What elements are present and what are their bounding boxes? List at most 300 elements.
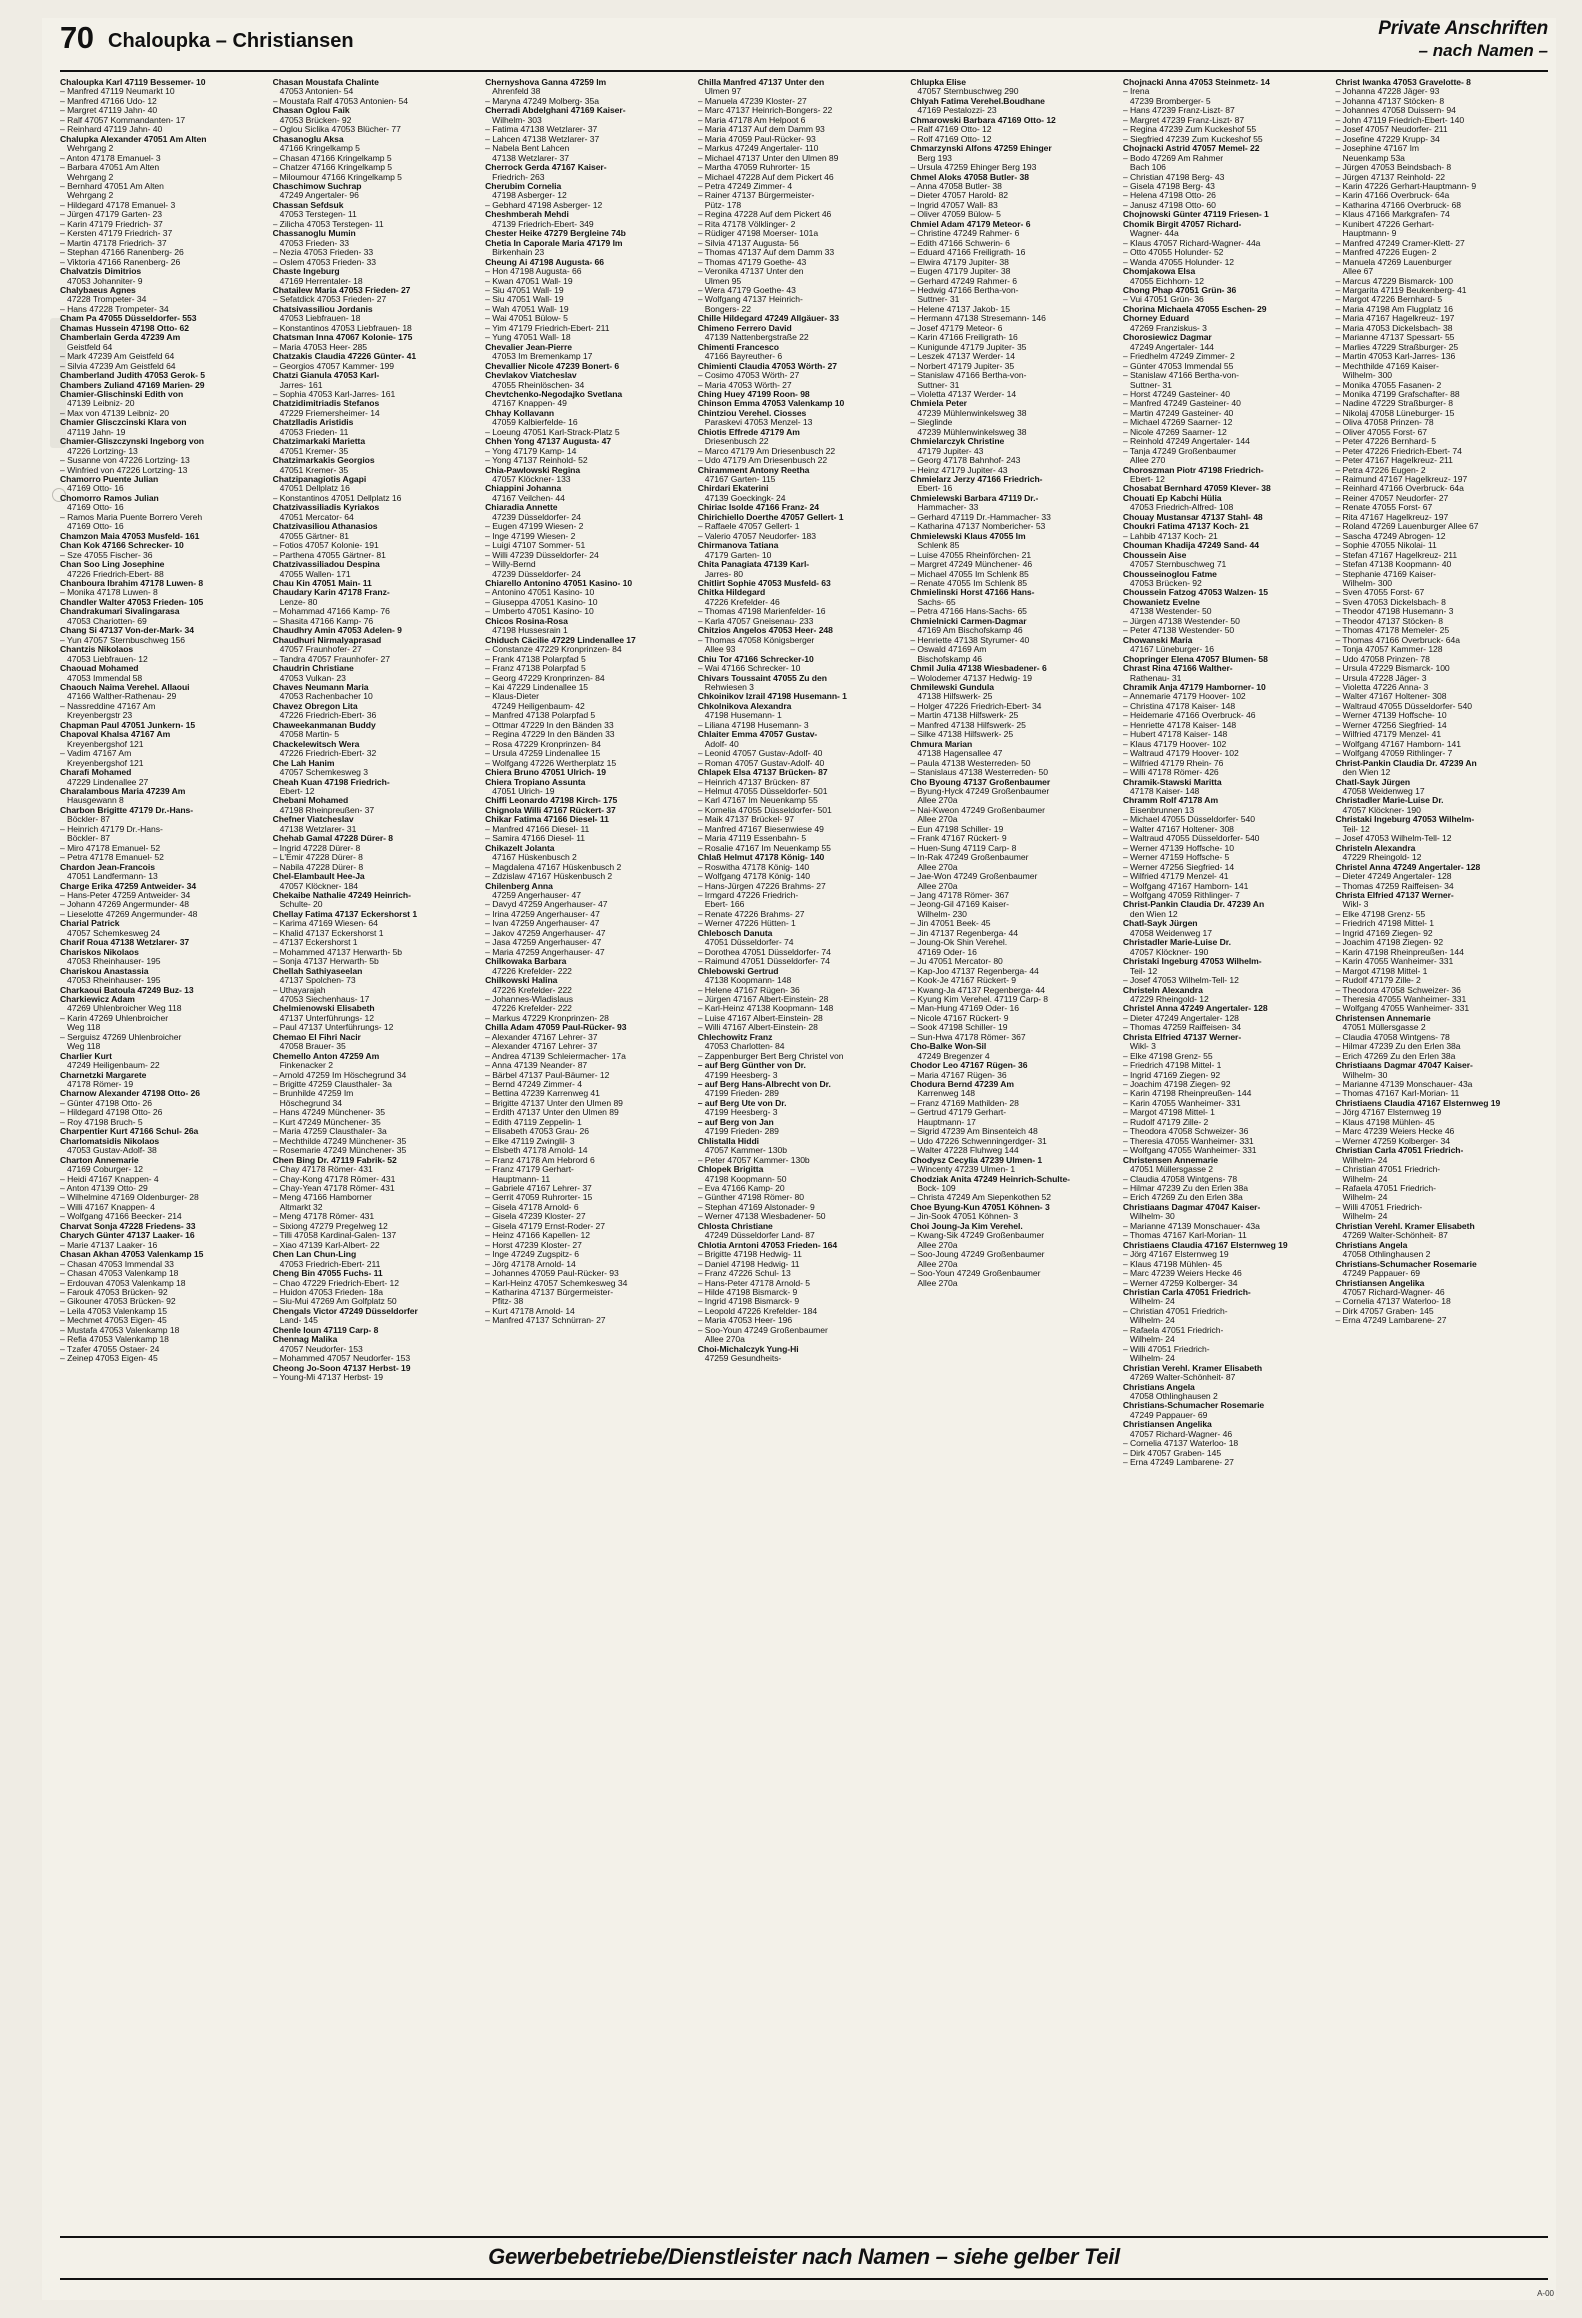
directory-entry-line: Altmarkt 32 (272, 1201, 323, 1212)
directory-column (1123, 78, 1336, 2228)
directory-entry-line: – Tanja 47249 Großenbaumer (1122, 445, 1237, 456)
directory-entry-line: 47249 Angertaler- 96 (272, 190, 359, 201)
directory-entry-line: 47228 Trompeter- 34 (60, 294, 147, 305)
directory-entry-name: Chodziak Anita 47249 Heinrich-Schulte- (910, 1173, 1070, 1184)
directory-entry-line: Hauptmann- 17 (910, 1116, 976, 1127)
directory-entry-line: – Heidi 47167 Knappen- 4 (60, 1173, 159, 1184)
directory-entry-line: – Gisela 47178 Arnold- 6 (485, 1201, 579, 1212)
directory-entry-line: Kreyenbergshof 121 (60, 757, 144, 768)
directory-entry-line: – Kurt 47178 Arnold- 14 (485, 1305, 575, 1316)
directory-entry-line: – Helene 47137 Jakob- 15 (910, 303, 1010, 314)
directory-entry-line: – Manfred 47119 Neumarkt 10 (60, 86, 175, 97)
directory-entry-line: 47169 Otto- 16 (60, 521, 124, 532)
directory-entry-line: – Jang 47178 Römer- 367 (910, 889, 1010, 900)
directory-entry-line: – Hilmar 47239 Zu den Erlen 38a (1335, 1041, 1461, 1052)
directory-entry-line: 47055 Gärtner- 81 (272, 530, 349, 541)
directory-entry-line: – Maria 47167 Rügen- 36 (910, 1069, 1007, 1080)
directory-entry-name: Christiaans Dagmar 47047 Kaiser- (1335, 1060, 1473, 1071)
directory-entry-line: – Margret 47249 Münchener- 46 (910, 559, 1033, 570)
directory-entry-line: – Nai-Kweon 47249 Großenbaumer (910, 804, 1045, 815)
directory-entry-line: – Manfred 47166 Diesel- 11 (485, 823, 590, 834)
directory-entry-line: – Katharina 47166 Overbruck- 68 (1335, 199, 1461, 210)
directory-entry-line: Böckler- 87 (60, 814, 110, 825)
directory-entry-line: – Markus 47249 Angertaler- 110 (697, 143, 819, 154)
directory-entry-line: – Hildegard 47198 Otto- 26 (60, 1107, 163, 1118)
directory-entry-line: Hauptmann- 11 (485, 1173, 551, 1184)
directory-entry-line: 47138 Hilfswerk- 25 (910, 691, 993, 702)
directory-entry-line: – Elke 47198 Grenz- 55 (1122, 1050, 1213, 1061)
directory-column (60, 78, 273, 2228)
directory-entry-line: 47199 Heesberg- 3 (697, 1107, 778, 1118)
directory-entry-line: 47239 Düsseldorfer- 24 (485, 511, 581, 522)
directory-entry-line: – Ingrid 47169 Ziegen- 92 (1335, 927, 1433, 938)
directory-entry-name: Chmielarczyk Christine (910, 436, 1005, 447)
directory-entry-line: 47239 Mühlenwinkelsweg 38 (910, 426, 1027, 437)
directory-entry-line: Bischofskamp 46 (910, 653, 983, 664)
directory-entry-name: Choi Joung-Ja Kim Verehel. (910, 1220, 1023, 1231)
directory-entry-line: Land- 145 (272, 1315, 318, 1326)
directory-entry-line: Weg 118 (60, 1022, 101, 1033)
directory-entry-line: 47053 Antonien- 54 (272, 86, 354, 97)
directory-entry-line: – Markus 47229 Kronprinzen- 28 (485, 1012, 609, 1023)
directory-entry-name: Cham Pa 47055 Düsseldorfer- 553 (60, 313, 197, 324)
directory-entry-line: – Roman 47057 Gustav-Adolf- 40 (697, 757, 825, 768)
directory-entry-line: – Michael 47137 Unter den Ulmen 89 (697, 152, 839, 163)
directory-entry-line: – Siegfried 47239 Zum Kuckeshof 55 (1122, 133, 1263, 144)
directory-entry-line: Geistfeld 64 (60, 341, 113, 352)
directory-entry-line: – Klaus 47198 Mühlen- 45 (1335, 1116, 1435, 1127)
directory-entry-line: – Maria 47167 Hagelkreuz- 197 (1335, 313, 1455, 324)
directory-entry-line: – Sonja 47137 Herwarth- 5b (272, 956, 379, 967)
directory-entry-line: – Gerhard 47119 Dr.-Hammacher- 33 (910, 511, 1051, 522)
directory-entry-line: – Mustafa 47053 Valenkamp 18 (60, 1324, 180, 1335)
directory-entry-name: Chivars Toussaint 47055 Zu den (697, 672, 827, 683)
directory-entry-line: – Stanislaus 47138 Westerreden- 50 (910, 767, 1048, 778)
directory-entry-line: – Marco 47179 Am Driesenbusch 22 (697, 445, 836, 456)
directory-entry-line: – Jörg 47167 Elsternweg 19 (1122, 1249, 1229, 1260)
directory-entry-line: – Nassreddine 47167 Am (60, 700, 156, 711)
directory-entry-line: – Kai 47229 Lindenallee 15 (485, 682, 589, 692)
directory-entry-name: Chodura Bernd 47239 Am (910, 1079, 1014, 1090)
directory-entry-line: – Marlies 47229 Straßburger- 25 (1335, 341, 1459, 352)
directory-entry-line: – Edith 47166 Schwerin- 6 (910, 237, 1010, 248)
directory-entry-line: – Peter 47057 Kammer- 130b (697, 1154, 810, 1165)
directory-entry-line: Ulmen 97 (697, 86, 742, 97)
directory-entry-line: – Karl-Heinz 47057 Schemkesweg 34 (485, 1277, 628, 1288)
directory-entry-line: – Shasita 47166 Kamp- 76 (272, 615, 374, 626)
directory-entry-name: Chaste Ingeburg (272, 266, 340, 277)
directory-entry-line: – Mechthilde 47169 Kaiser- (1335, 360, 1439, 371)
directory-entry-line: 47249 Pappauer- 69 (1122, 1409, 1208, 1420)
directory-entry-name: Charvat Sonja 47228 Friedens- 33 (60, 1220, 196, 1231)
directory-entry-line: 47167 Knappen- 49 (485, 398, 567, 409)
directory-entry-line: – Werner 47138 Wiesbadener- 50 (697, 1211, 826, 1222)
directory-entry-line: 47051 Landfermann- 13 (60, 871, 158, 882)
directory-entry-line: – Manfred 47226 Eugen- 2 (1335, 247, 1437, 258)
directory-entry-line: – Eugen 47199 Wiesen- 2 (485, 521, 584, 532)
directory-entry-line: – Klaus 47179 Hoover- 102 (1122, 738, 1227, 749)
directory-entry-line: Wikl- 3 (1335, 899, 1369, 910)
directory-entry-line: 47053 Gustav-Adolf- 38 (60, 1145, 157, 1156)
directory-entry-line: 47057 Klöckner- 133 (485, 474, 571, 485)
directory-entry-name: Chamier-Glischinski Edith von (60, 388, 184, 399)
directory-entry-line: – Fotios 47057 Kolonie- 191 (272, 540, 379, 551)
directory-entry-line: 47178 Kaiser- 148 (1122, 785, 1200, 796)
directory-entry-line: – Jin 47051 Beek- 45 (910, 918, 991, 929)
directory-entry-line: – Roswitha 47178 König- 140 (697, 861, 810, 872)
directory-entry-line: – Dieter 47249 Angertaler- 128 (1122, 1012, 1239, 1023)
directory-entry-name: Chapoval Khalsa 47167 Am (60, 729, 171, 740)
directory-entry-line: 47051 Ulrich- 19 (485, 785, 555, 796)
directory-entry-line: Hauptmann- 9 (1335, 228, 1397, 239)
directory-entry-name: Christel Anna 47249 Angertaler- 128 (1122, 1003, 1268, 1014)
directory-entry-name: Chamberlain Gerda 47239 Am (60, 332, 181, 343)
directory-entry-line: 47229 Friemersheimer- 14 (272, 407, 380, 418)
directory-entry-line: – Michael 47269 Saarner- 12 (1122, 417, 1233, 428)
directory-column (698, 78, 911, 2228)
directory-entry-line: 47229 Rheingold- 12 (1122, 993, 1209, 1004)
directory-entry-line: 47169 Am Bischofskamp 46 (910, 625, 1023, 636)
directory-entry-line: – Sefatdick 47053 Frieden- 27 (272, 294, 387, 305)
directory-entry-name: Chamberland Judith 47053 Gerok- 5 (60, 370, 205, 381)
directory-entry-name: Chapman Paul 47051 Junkern- 15 (60, 719, 196, 730)
directory-entry-name: Christaki Ingeburg 47053 Wilhelm- (1122, 956, 1262, 967)
directory-entry-name: Christadler Marie-Luise Dr. (1122, 937, 1231, 948)
directory-entry-name: Chassan Sefdsuk (272, 199, 344, 210)
directory-entry-line: – Jürgen 47137 Reinhold- 22 (1335, 171, 1445, 182)
directory-entry-line: 47169 Pestalozzi- 23 (910, 105, 997, 116)
directory-entry-line: – Stanislaw 47166 Bertha-von- (910, 370, 1027, 381)
directory-entry-line: – Josef 47179 Meteor- 6 (910, 322, 1003, 333)
directory-entry-line: – Yong 47137 Reinhold- 52 (485, 455, 588, 466)
directory-entry-name: Chorina Michaela 47055 Eschen- 29 (1122, 303, 1267, 314)
directory-entry-line: 47259 Gesundheits- (697, 1353, 782, 1364)
directory-entry-name: Chomjakowa Elsa (1122, 266, 1196, 277)
directory-entry-name: Chmielnicki Carmen-Dagmar (910, 615, 1027, 626)
directory-entry-line: – Otto 47055 Holunder- 52 (1122, 247, 1224, 258)
directory-entry-name: Chatl-Sayk Jürgen (1335, 776, 1411, 787)
directory-entry-line: 47058 Weidenweg 17 (1335, 785, 1425, 796)
directory-entry-line: 47226 Krefelder- 46 (697, 596, 780, 607)
directory-entry-line: – Luise 47167 Albert-Einstein- 28 (697, 1012, 823, 1023)
directory-entry-line: 47057 Klöckner- 190 (1335, 804, 1421, 815)
directory-entry-line: – Jin 47137 Regenberga- 44 (910, 927, 1018, 938)
directory-entry-line: – Heinrich 47179 Dr.-Hans- (60, 823, 163, 834)
directory-entry-name: Chramik Anja 47179 Hamborner- 10 (1122, 682, 1266, 692)
directory-entry-line: – Margarita 47119 Beukenberg- 41 (1335, 284, 1467, 295)
directory-entry-line: – Jürgen 47167 Albert-Einstein- 28 (697, 993, 829, 1004)
directory-entry-line: Wilhelm- 300 (1335, 370, 1393, 381)
directory-entry-name: Chassanoglu Mumin (272, 228, 356, 239)
directory-entry-line: 47138 Koopmann- 148 (697, 975, 792, 986)
directory-entry-line: – Theresia 47055 Wanheimer- 331 (1335, 993, 1467, 1004)
directory-entry-line: Teil- 12 (1335, 823, 1370, 834)
directory-entry-line: – Jakov 47259 Angerhauser- 47 (485, 927, 606, 938)
directory-entry-line: 47058 Weidenweg 17 (1122, 927, 1212, 938)
directory-entry-name: Chouati Ep Kabchi Hülia (1122, 492, 1222, 503)
directory-entry-line: 47057 Sternbuschweg 290 (910, 86, 1019, 97)
directory-entry-line: – Wolfgang 47059 Rithlinger- 7 (1122, 889, 1240, 900)
directory-entry-line: – Wolfgang 47055 Wanheimer- 331 (1122, 1145, 1257, 1156)
directory-entry-line: – Cornelia 47137 Waterloo- 18 (1122, 1438, 1239, 1449)
directory-entry-line: – Willi 47178 Römer- 426 (1122, 767, 1219, 778)
directory-entry-line: Wilhelm- 300 (1335, 578, 1393, 589)
directory-entry-name: Christ Iwanka 47053 Gravelotte- 8 (1335, 78, 1471, 87)
directory-entry-line: – Erna 47249 Lambarene- 27 (1122, 1457, 1234, 1468)
directory-entry-name: Chmielarz Jerzy 47166 Friedrich- (910, 474, 1043, 485)
directory-entry-name: Chicos Rosina-Rosa (485, 615, 568, 626)
directory-entry-name: Chikazelt Jolanta (485, 842, 555, 853)
directory-columns (60, 78, 1548, 2228)
directory-entry-line: – Eduard 47166 Freiligrath- 16 (910, 247, 1026, 258)
directory-entry-line: – Leila 47053 Valenkamp 15 (60, 1305, 167, 1316)
directory-entry-line: Ebert- 12 (272, 785, 315, 796)
directory-entry-line: – Klaus-Dieter (485, 691, 539, 702)
directory-entry-line: – Moustafa Ralf 47053 Antonien- 54 (272, 95, 408, 106)
directory-entry-line: – Sophie 47055 Nikolai- 11 (1335, 540, 1437, 551)
directory-entry-line: – Manfred 47249 Gasteiner- 40 (1122, 398, 1241, 409)
directory-entry-line: 47138 Westender- 50 (1122, 606, 1212, 617)
directory-entry-line: – Erich 47269 Zu den Erlen 38a (1122, 1192, 1243, 1203)
directory-entry-line: 47053 Vulkan- 23 (272, 672, 346, 683)
directory-entry-line: – Thomas 47167 Karl-Morian- 11 (1335, 1088, 1460, 1099)
directory-entry-line: – Gisela 47179 Ernst-Roder- 27 (485, 1220, 605, 1231)
directory-entry-line: – Joachim 47198 Ziegen- 92 (1335, 937, 1444, 948)
directory-entry-name: Christiaens Claudia 47167 Elsternweg 19 (1335, 1097, 1501, 1108)
directory-entry-line: Allee 67 (1335, 266, 1374, 277)
directory-entry-line: – Klaus 47057 Richard-Wagner- 44a (1122, 237, 1261, 248)
directory-entry-name: Chiotis Effrede 47179 Am (697, 426, 800, 437)
directory-entry-name: Chaweekanmanan Buddy (272, 719, 376, 730)
directory-entry-line: – Raimund 47051 Düsseldorfer- 74 (697, 956, 830, 967)
directory-entry-line: Wilhelm- 24 (1122, 1353, 1175, 1364)
directory-entry-line: – Thomas 47058 Königsberger (697, 634, 815, 645)
directory-entry-line: – Gebhard 47198 Asberger- 12 (485, 199, 603, 210)
directory-entry-line: – Wolfgang 47226 Wertherplatz 15 (485, 757, 617, 768)
directory-entry-line: – Franz 47178 Am Hebrord 6 (485, 1154, 595, 1165)
directory-entry-line: Hammacher- 33 (910, 502, 979, 513)
directory-entry-line: – Irena (1122, 86, 1150, 97)
page-header (42, 18, 1556, 76)
directory-entry-line: – Rudolf 47179 Zille- 2 (1335, 975, 1421, 986)
directory-entry-line: – Tonja 47057 Kammer- 128 (1335, 644, 1443, 655)
directory-entry-line: – Leonid 47057 Gustav-Adolf- 40 (697, 748, 823, 759)
directory-entry-line: den Wien 12 (1122, 908, 1178, 919)
directory-entry-line: – Kyung Kim Verehel. 47119 Carp- 8 (910, 993, 1048, 1004)
directory-entry-line: – Josef 47053 Wilhelm-Tell- 12 (1335, 833, 1452, 844)
directory-entry-name: Christians-Schumacher Rosemarie (1122, 1400, 1265, 1411)
directory-entry-line: – Maria 47178 Am Helpoot 6 (697, 114, 806, 125)
directory-entry-line: – Margot 47198 Mittel- 1 (1335, 965, 1428, 976)
directory-entry-line: 47269 Walter-Schönheit- 87 (1335, 1230, 1448, 1241)
directory-entry-line: – Peter 47138 Westender- 50 (1122, 625, 1235, 636)
directory-entry-line: – Renate 47055 Im Schlenk 85 (910, 578, 1027, 589)
directory-entry-line: – Monika 47178 Luwen- 8 (60, 587, 158, 598)
directory-entry-line: – Anna 47058 Butler- 38 (910, 180, 1002, 191)
directory-entry-name: Chirmanova Tatiana (697, 540, 779, 551)
directory-entry-line: 47057 Sternbuschweg 71 (1122, 559, 1227, 570)
directory-entry-name: Chardon Jean-Francois (60, 861, 155, 872)
directory-entry-line: – Maria 47059 Paul-Rücker- 93 (697, 133, 816, 144)
directory-entry-name: Chlistalla Hiddi (697, 1135, 760, 1146)
directory-entry-line: – Sigrid 47239 Am Binsenteich 48 (910, 1126, 1038, 1137)
directory-entry-line: – Maria 47053 Heer- 285 (272, 341, 367, 352)
directory-entry-line: – Mohammed 47057 Neudorfer- 153 (272, 1353, 411, 1364)
directory-entry-line: – Waltraud 47055 Düsseldorfer- 540 (1122, 833, 1260, 844)
directory-entry-line: – Eun 47198 Schiller- 19 (910, 823, 1004, 834)
directory-entry-line: Allee 270a (910, 1239, 958, 1250)
directory-entry-line: Wilhelm- 24 (1335, 1211, 1388, 1222)
directory-entry-line: – Antonino 47051 Kasino- 10 (485, 587, 595, 598)
directory-entry-line: – Jürgen 47179 Garten- 23 (60, 209, 162, 220)
directory-entry-line: – Hedwig 47166 Bertha-von- (910, 284, 1019, 295)
directory-entry-line: Wilhelm- 303 (485, 114, 542, 125)
directory-entry-line: Bock- 109 (910, 1183, 956, 1194)
directory-entry-line: Wilhelm- 24 (1335, 1173, 1388, 1184)
directory-entry-line: – Manfred 47249 Cramer-Klett- 27 (1335, 237, 1465, 248)
directory-entry-line: – Margret 47119 Jahn- 40 (60, 105, 158, 116)
directory-entry-line: – Jasa 47259 Angerhauser- 47 (485, 937, 602, 948)
directory-entry-name: Chmilewski Gundula (910, 682, 994, 692)
directory-entry-name: Chkolnikova Alexandra (697, 700, 792, 711)
directory-entry-name: Charge Erika 47259 Antweider- 34 (60, 880, 197, 891)
directory-entry-line: – Siu 47051 Wall- 19 (485, 294, 564, 305)
directory-entry-line: – Hilmar 47239 Zu den Erlen 38a (1122, 1183, 1248, 1194)
directory-entry-line: Paraskevi 47053 Menzel- 13 (697, 417, 813, 428)
directory-entry-line: 47226 Krefelder- 222 (485, 1003, 572, 1014)
directory-entry-line: Höschegrund 34 (272, 1097, 342, 1108)
directory-entry-line: 47249 Angertaler- 144 (1122, 341, 1214, 352)
directory-entry-line: Suttner- 31 (1122, 379, 1172, 390)
directory-entry-name: Christaki Ingeburg 47053 Wilhelm- (1335, 814, 1475, 825)
directory-entry-line: Birkenhain 23 (485, 247, 545, 258)
directory-entry-line: 47053 Rheinhauser- 195 (60, 975, 161, 986)
directory-entry-line: Lenze- 80 (272, 596, 318, 607)
directory-entry-line: – Stephan 47169 Alstonader- 9 (697, 1201, 815, 1212)
directory-entry-name: Chellah Sathiyaseelan (272, 965, 363, 976)
directory-entry-name: Chmiel Adam 47179 Meteor- 6 (910, 218, 1031, 229)
directory-entry-line: – Viktoria 47166 Ranenberg- 26 (60, 256, 181, 267)
directory-entry-line: – Thomas 47166 Overbruck- 64a (1335, 634, 1460, 645)
directory-entry-line: – Brigitte 47198 Hedwig- 11 (697, 1249, 802, 1260)
directory-entry-line: – Manuela 47269 Lauenburger (1335, 256, 1452, 267)
directory-entry-line: – Brunhilde 47259 Im (272, 1088, 354, 1099)
directory-entry-line: – Frank 47167 Rückert- 9 (910, 833, 1007, 844)
directory-entry-name: Chilenberg Anna (485, 880, 553, 891)
directory-entry-name: Charkaoui Batoula 47249 Buz- 13 (60, 984, 194, 995)
directory-entry-line: – Chasan 47053 Valenkamp 18 (60, 1268, 179, 1279)
directory-entry-line: – Elwira 47179 Jupiter- 38 (910, 256, 1009, 267)
directory-entry-line: – Vadim 47167 Am (60, 748, 132, 759)
directory-entry-name: Chorney Eduard (1122, 313, 1190, 324)
directory-entry-name: Choukri Fatima 47137 Koch- 21 (1122, 521, 1249, 532)
directory-entry-line: – Oglou Siclika 47053 Blücher- 77 (272, 124, 401, 135)
directory-entry-line: – Lieselotte 47269 Angermunder- 48 (60, 908, 198, 919)
directory-entry-line: Bach 106 (1122, 162, 1166, 173)
directory-entry-line: – Valerio 47057 Neudorfer- 183 (697, 530, 816, 541)
directory-entry-name: Christian Verehl. Kramer Elisabeth (1122, 1362, 1263, 1373)
directory-entry-line: – Elke 47119 Zwinglil- 3 (485, 1135, 575, 1146)
directory-entry-line: 47053 Friedrich-Ebert- 211 (272, 1258, 381, 1269)
directory-entry-name: Chojnowski Günter 47119 Friesen- 1 (1122, 209, 1269, 220)
directory-entry-line: 47269 Uhlenbroicher Weg 118 (60, 1003, 182, 1014)
directory-entry-line: – Reiner 47057 Neudorfer- 27 (1335, 492, 1449, 503)
directory-entry-line: – Ingrid 47169 Ziegen- 92 (1122, 1069, 1221, 1080)
directory-entry-name: Chandrakumari Sivalingarasa (60, 606, 180, 617)
directory-entry-name: Chevalier Jean-Pierre (485, 341, 573, 352)
directory-entry-line: – Ursula 47228 Jäger- 3 (1335, 672, 1427, 683)
directory-entry-name: Chatzlladis Aristidis (272, 417, 354, 428)
footer-note: Gewerbebetriebe/Dienstleister nach Namen – siehe gelber Teil (488, 2244, 1120, 2269)
directory-entry-line: – Erich 47269 Zu den Erlen 38a (1335, 1050, 1456, 1061)
directory-entry-line: – Wilfried 47179 Menzel- 41 (1122, 871, 1229, 882)
directory-entry-line: – Luigi 47107 Sommer- 51 (485, 540, 586, 551)
directory-entry-line: – Kap-Joo 47137 Regenberga- 44 (910, 965, 1039, 976)
directory-entry-line: – Rita 47178 Völklinger- 2 (697, 218, 796, 229)
directory-entry-line: – Ingrid 47198 Bismarck- 9 (697, 1296, 800, 1307)
directory-entry-name: Christians Angela (1122, 1381, 1195, 1392)
directory-entry-line: 47053 Im Bremenkamp 17 (485, 351, 593, 362)
directory-entry-name: Christadler Marie-Luise Dr. (1335, 795, 1444, 806)
directory-entry-name: – auf Berg Hans-Albrecht von Dr. (697, 1079, 831, 1090)
directory-entry-line: – Marcus 47229 Bismarck- 100 (1335, 275, 1454, 286)
directory-entry-name: Christians-Schumacher Rosemarie (1335, 1258, 1477, 1269)
directory-entry-name: Chlyah Fatima Verehel.Boudhane (910, 95, 1045, 106)
directory-entry-line: 47167 Lüneburger- 16 (1122, 644, 1214, 655)
directory-entry-line: 47137 Unterführungs- 12 (272, 1012, 374, 1023)
directory-entry-line: – Serguisz 47269 Uhlenbroicher (60, 1031, 182, 1042)
directory-entry-line: – Reinhard 47166 Overbruck- 64a (1335, 483, 1464, 494)
directory-entry-line: – Walter 47167 Holtener- 308 (1335, 691, 1447, 702)
directory-entry-line: – Peter 47226 Bernhard- 5 (1335, 436, 1436, 447)
directory-entry-line: – Erdouvan 47053 Valenkamp 18 (60, 1277, 186, 1288)
directory-entry-name: Chkoinikov Izrail 47198 Husemann- 1 (697, 691, 847, 702)
directory-entry-line: – Maria 47053 Dickelsbach- 38 (1335, 322, 1453, 333)
directory-entry-line: – Werner 47226 Hütten- 1 (697, 918, 796, 929)
directory-entry-line: – Petra 47166 Hans-Sachs- 65 (910, 606, 1027, 617)
directory-entry-line: 47226 Friedrich-Ebert- 88 (60, 568, 164, 579)
directory-entry-line: – Samira 47166 Diesel- 11 (485, 833, 586, 844)
directory-entry-line: – Yung 47051 Wall- 18 (485, 332, 571, 343)
directory-entry-line: – Karin 47166 Overbruck- 64a (1335, 190, 1450, 201)
directory-entry-line: Wilhelm- 230 (910, 908, 967, 919)
directory-entry-line: – Heidemarie 47166 Overbruck- 46 (1122, 710, 1256, 721)
directory-entry-name: Chinson Emma 47053 Valenkamp 10 (697, 398, 845, 409)
directory-entry-name: Choi-Michalczyk Yung-Hi (697, 1343, 799, 1354)
directory-entry-line: – Joachim 47198 Ziegen- 92 (1122, 1079, 1231, 1090)
directory-entry-line: – Erdith 47137 Unter den Ulmen 89 (485, 1107, 619, 1118)
directory-entry-line: – Georgios 47057 Kammer- 199 (272, 360, 394, 371)
directory-entry-name: Chodysz Cecylia 47239 Ulmen- 1 (910, 1154, 1043, 1165)
directory-entry-line: – Umberto 47051 Kasino- 10 (485, 606, 594, 617)
directory-entry-name: Charbon Brigitte 47179 Dr.-Hans- (60, 804, 194, 815)
directory-entry-line: 47199 Heesberg- 3 (697, 1069, 778, 1080)
directory-entry-name: Chmielewski Klaus 47055 Im (910, 530, 1026, 541)
directory-entry-line: – Martha 47059 Ruhrorter- 15 (697, 162, 811, 173)
directory-entry-line: – Petra 47178 Emanuel- 52 (60, 852, 164, 863)
directory-entry-name: Charlier Kurt (60, 1050, 112, 1061)
directory-entry-name: Che Lah Hanim (272, 757, 335, 768)
directory-entry-line: – Konstantinos 47053 Liebfrauen- 18 (272, 322, 412, 333)
directory-entry-line: – Oswald 47169 Am (910, 644, 987, 655)
directory-entry-name: Chlupka Elise (910, 78, 967, 87)
directory-entry-line: 47057 Richard-Wagner- 46 (1122, 1428, 1233, 1439)
directory-entry-line: 47055 Wallen- 171 (272, 568, 351, 579)
directory-entry-name: Chiarello Antonino 47051 Kasino- 10 (485, 578, 633, 589)
directory-entry-line: – Ivan 47259 Angerhauser- 47 (485, 918, 600, 929)
directory-entry-line: – Khalid 47137 Eckershorst 1 (272, 927, 384, 938)
directory-entry-line: – Irina 47259 Angerhauser- 47 (485, 908, 600, 919)
